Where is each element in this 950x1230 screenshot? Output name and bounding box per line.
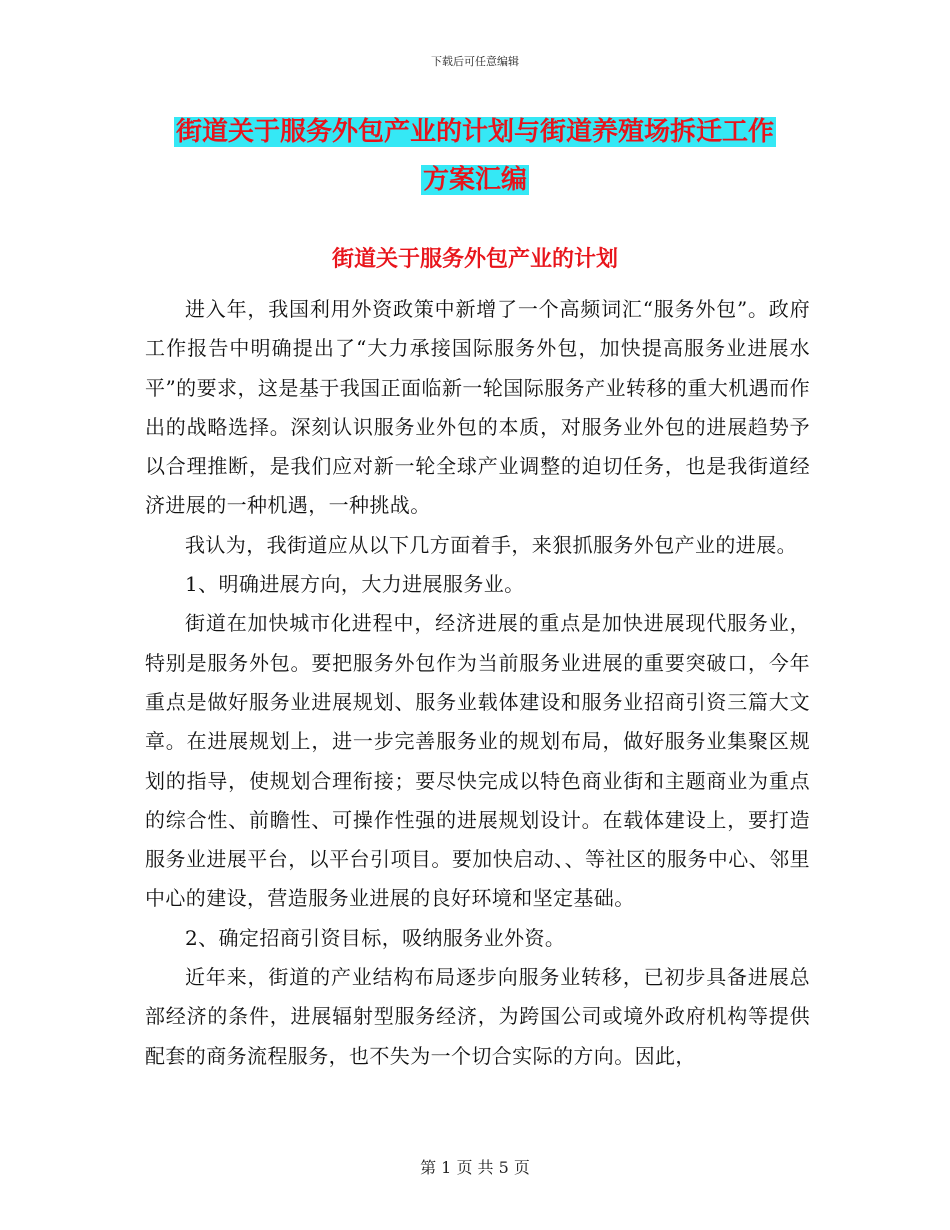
page-header-note: 下载后可任意编辑: [431, 55, 519, 68]
document-title-line-1: 街道关于服务外包产业的计划与街道养殖场拆迁工作: [175, 117, 774, 147]
document-body: [145, 290, 810, 1076]
paragraph: 街道在加快城市化进程中，经济进展的重点是加快进展现代服务业，特别是服务外包。要把服务外包作为当前服务业进展的重要突破口，今年重点是做好服务业进展规划、服务业载体建设和服务业招商引资三篇大文章。在进展规划上，进一步完善服务业的规划布局，做好服务业集聚区规划的指导，使规划合理衔接；要尽快完成以特色商业街和主题商业为重点的综合性、前瞻性、可操作性强的进展规划设计。在载体建设上，要打造服务业进展平台，以平台引项目。要加快启动、、等社区的服务中心、邻里中心的建设，营造服务业进展的良好环境和坚定基础。: [145, 611, 810, 911]
paragraph: 进入年，我国利用外资政策中新增了一个高频词汇“服务外包”。政府工作报告中明确提出了“大力承接国际服务外包，加快提高服务业进展水平”的要求，这是基于我国正面临新一轮国际服务产业转移的重大机遇而作出的战略选择。深刻认识服务业外包的本质，对服务业外包的进展趋势予以合理推断，是我们应对新一轮全球产业调整的迫切任务，也是我街道经济进展的一种机遇，一种挑战。: [145, 297, 810, 518]
document-title-line-2: 方案汇编: [422, 165, 527, 195]
numbered-heading: 1、明确进展方向，大力进展服务业。: [185, 572, 525, 597]
document-title: [0, 108, 950, 204]
section-heading: 街道关于服务外包产业的计划: [331, 246, 618, 272]
page-number: 第 1 页 共 5 页: [420, 1158, 530, 1177]
paragraph: 近年来，街道的产业结构布局逐步向服务业转移，已初步具备进展总部经济的条件，进展辐射型服务经济，为跨国公司或境外政府机构等提供配套的商务流程服务，也不失为一个切合实际的方向。因此，: [145, 965, 810, 1068]
numbered-heading: 2、确定招商引资目标，吸纳服务业外资。: [185, 925, 566, 950]
paragraph: 我认为，我街道应从以下几方面着手，来狠抓服务外包产业的进展。: [185, 532, 797, 557]
